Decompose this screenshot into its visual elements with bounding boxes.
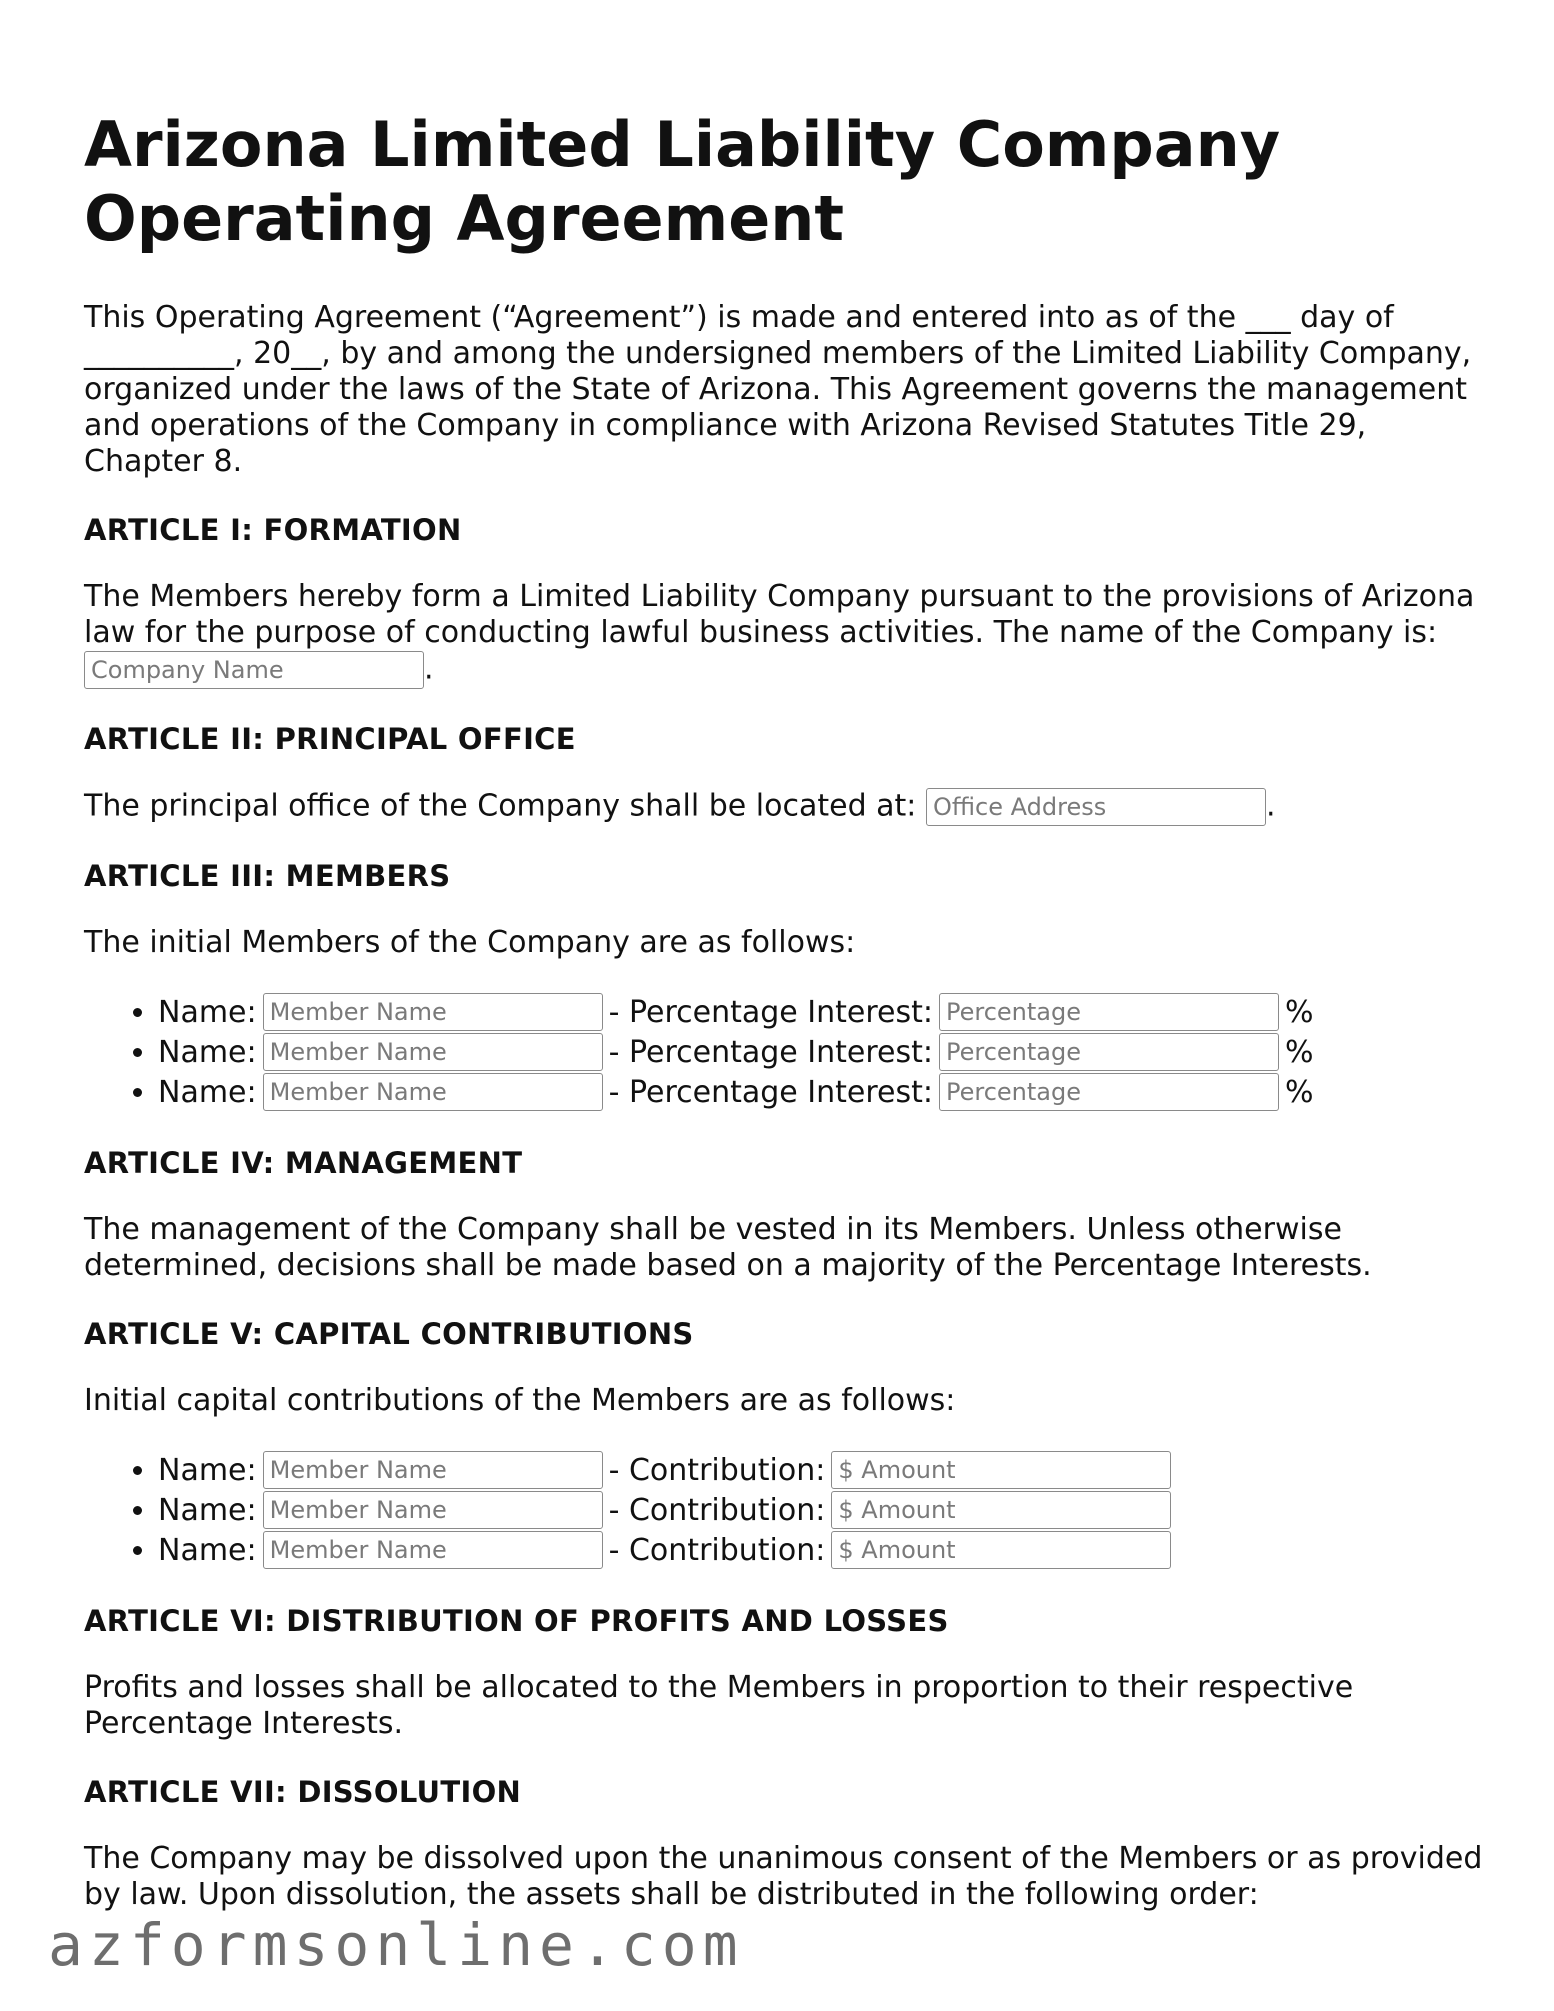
contribution-member-name-input-2[interactable]: [263, 1491, 603, 1529]
article-6-heading: ARTICLE VI: DISTRIBUTION OF PROFITS AND LOSSES: [84, 1604, 949, 1638]
percentage-interest-label: - Percentage Interest:: [608, 1035, 933, 1070]
name-label: Name:: [158, 1075, 257, 1110]
title-line-2: Operating Agreement: [84, 182, 845, 255]
document-title: [84, 108, 1484, 256]
amount-input-1[interactable]: [831, 1451, 1171, 1489]
article-7-text: The Company may be dissolved upon the unanimous consent of the Members or as provided by law. Upon dissolution, the assets shall be distributed in the following order:: [84, 1841, 1483, 1912]
percent-suffix: %: [1285, 995, 1314, 1030]
percentage-input-3[interactable]: [939, 1073, 1279, 1111]
contribution-label: - Contribution:: [608, 1533, 826, 1568]
article-2-heading: ARTICLE II: PRINCIPAL OFFICE: [84, 722, 576, 756]
percentage-input-1[interactable]: [939, 993, 1279, 1031]
name-label: Name:: [158, 1035, 257, 1070]
members-list: [84, 993, 1484, 1113]
document-page: [84, 108, 1484, 1913]
article-1-text: [84, 579, 1484, 689]
percent-suffix: %: [1285, 1035, 1314, 1070]
members-list-item: [158, 993, 1484, 1033]
article-6-text: Profits and losses shall be allocated to the Members in proportion to their respective Percentage Interests.: [84, 1670, 1354, 1741]
name-label: Name:: [158, 1453, 257, 1488]
article-4-heading: ARTICLE IV: MANAGEMENT: [84, 1146, 523, 1180]
contribution-label: - Contribution:: [608, 1453, 826, 1488]
contributions-list-item: [158, 1491, 1484, 1531]
contribution-member-name-input-1[interactable]: [263, 1451, 603, 1489]
amount-input-2[interactable]: [831, 1491, 1171, 1529]
article-5-heading: ARTICLE V: CAPITAL CONTRIBUTIONS: [84, 1317, 694, 1351]
name-label: Name:: [158, 995, 257, 1030]
name-label: Name:: [158, 1533, 257, 1568]
members-list-item: [158, 1033, 1484, 1073]
percentage-interest-label: - Percentage Interest:: [608, 995, 933, 1030]
contributions-list: [84, 1451, 1484, 1571]
article-1-heading: ARTICLE I: FORMATION: [84, 513, 462, 547]
article-3-heading: ARTICLE III: MEMBERS: [84, 859, 451, 893]
percentage-interest-label: - Percentage Interest:: [608, 1075, 933, 1110]
contribution-member-name-input-3[interactable]: [263, 1531, 603, 1569]
intro-paragraph: This Operating Agreement (“Agreement”) is made and entered into as of the ___ day of __________, 20__, by and among the undersigned members of the Limited Liability Company, organized under the laws of the State of Arizona. This Agreement governs the management and operations of the Company in compliance with Arizona Revised Statutes Title 29, Chapter 8.: [84, 300, 1472, 479]
article-4-text: The management of the Company shall be vested in its Members. Unless otherwise determined, decisions shall be made based on a majority of the Percentage Interests.: [84, 1212, 1372, 1283]
article-1-suffix: .: [424, 651, 434, 687]
office-address-input[interactable]: [926, 788, 1266, 826]
title-line-1: Arizona Limited Liability Company: [84, 108, 1281, 181]
article-5-text: Initial capital contributions of the Members are as follows:: [84, 1383, 956, 1418]
member-name-input-1[interactable]: [263, 993, 603, 1031]
article-2-text: [84, 788, 1484, 826]
article-2-body: The principal office of the Company shall be located at:: [84, 788, 917, 824]
article-7-heading: ARTICLE VII: DISSOLUTION: [84, 1775, 522, 1809]
member-name-input-2[interactable]: [263, 1033, 603, 1071]
percentage-input-2[interactable]: [939, 1033, 1279, 1071]
company-name-input[interactable]: [84, 651, 424, 689]
contributions-list-item: [158, 1451, 1484, 1491]
watermark: azformsonline.com: [48, 1911, 744, 1979]
members-list-item: [158, 1073, 1484, 1113]
article-2-suffix: .: [1265, 788, 1276, 824]
article-3-text: The initial Members of the Company are as follows:: [84, 925, 856, 960]
name-label: Name:: [158, 1493, 257, 1528]
contributions-list-item: [158, 1531, 1484, 1571]
member-name-input-3[interactable]: [263, 1073, 603, 1111]
amount-input-3[interactable]: [831, 1531, 1171, 1569]
percent-suffix: %: [1285, 1075, 1314, 1110]
contribution-label: - Contribution:: [608, 1493, 826, 1528]
article-1-body: The Members hereby form a Limited Liability Company pursuant to the provisions of Arizona law for the purpose of conducting lawful business activities. The name of the Company is:: [84, 579, 1475, 650]
